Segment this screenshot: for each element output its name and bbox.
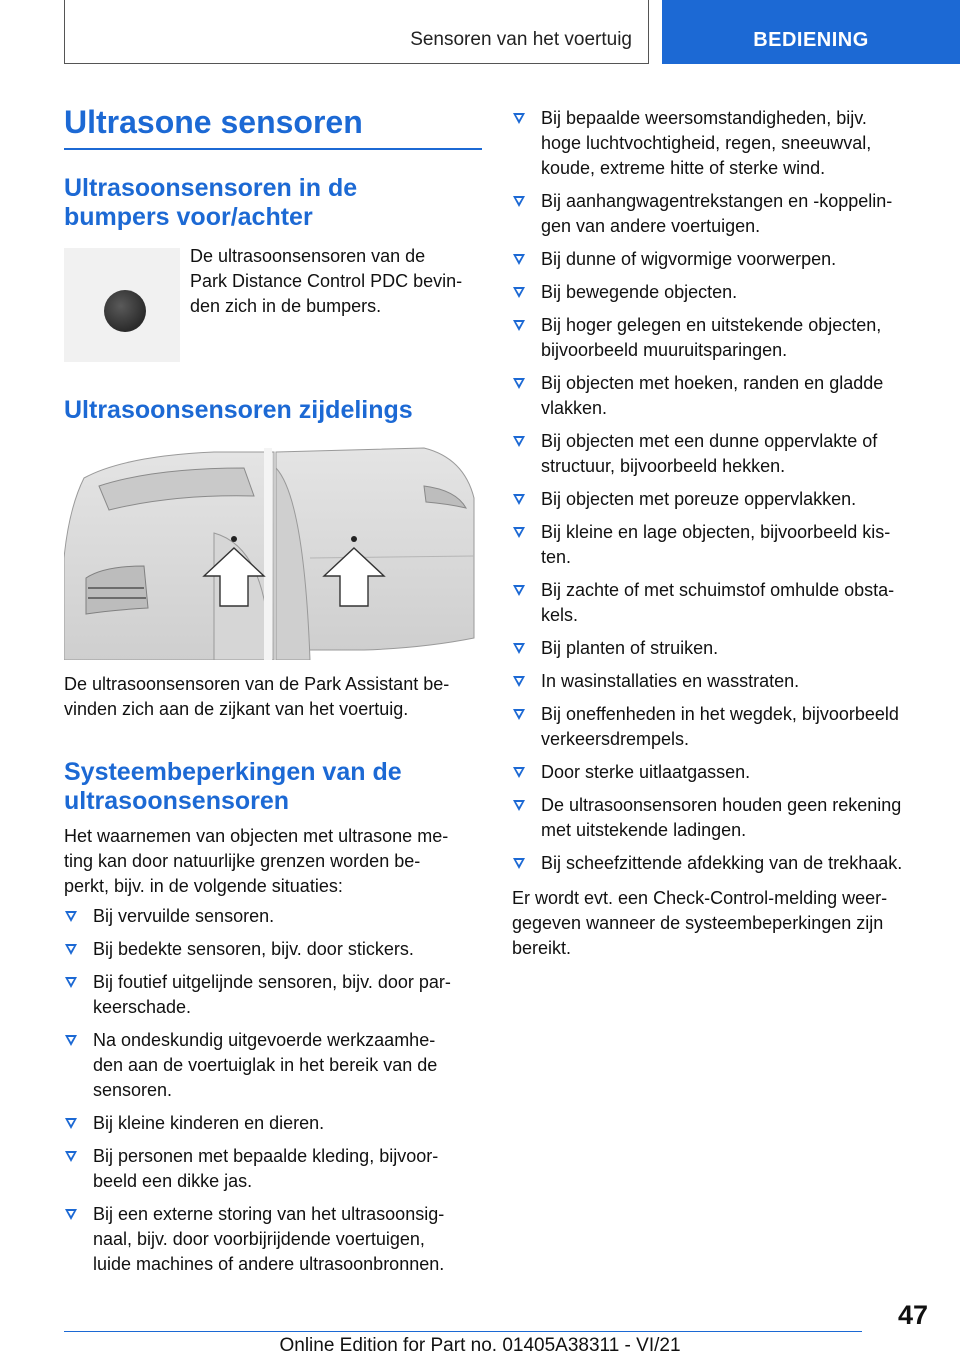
heading-line: Systeembeperkingen van de <box>64 758 402 786</box>
list-item-text: In wasinstallaties en wasstraten. <box>541 671 800 691</box>
text-line: Park Distance Control PDC bevin- <box>190 271 463 291</box>
text-line: De ultrasoonsensoren van de Park Assistant be- <box>64 674 450 694</box>
title-rule <box>64 148 482 150</box>
text-line: Er wordt evt. een Check-Control-melding weer- <box>512 888 888 908</box>
list-item-text: Bij foutief uitgelijnde sensoren, bijv. door par- <box>93 972 451 992</box>
list-item-text: verkeersdrempels. <box>541 729 690 749</box>
list-item-text: Bij bedekte sensoren, bijv. door stickers. <box>93 939 414 959</box>
triangle-bullet-icon <box>513 320 525 331</box>
list-item <box>512 247 932 272</box>
list-item-text: Bij objecten met hoeken, randen en gladde <box>541 373 884 393</box>
list-item-text: Bij vervuilde sensoren. <box>93 906 275 926</box>
triangle-bullet-icon <box>65 911 77 922</box>
list-item-text: bijvoorbeeld muuruitsparingen. <box>541 340 788 360</box>
list-item-text: Bij objecten met een dunne oppervlakte of <box>541 431 878 451</box>
list-item <box>512 280 932 305</box>
triangle-bullet-icon <box>65 1151 77 1162</box>
side-sensors-text <box>64 672 484 722</box>
limits-list-right <box>512 106 932 884</box>
list-item-text: koude, extreme hitte of sterke wind. <box>541 158 826 178</box>
list-item-text: kels. <box>541 605 579 625</box>
triangle-bullet-icon <box>513 527 525 538</box>
footer-rule <box>64 1331 862 1332</box>
list-item <box>512 578 932 628</box>
triangle-bullet-icon <box>65 1035 77 1046</box>
triangle-bullet-icon <box>513 767 525 778</box>
list-item <box>64 1111 484 1136</box>
triangle-bullet-icon <box>513 113 525 124</box>
heading-line: Ultrasoonsensoren in de <box>64 174 358 202</box>
list-item-text: Bij scheefzittende afdekking van de trekhaak. <box>541 853 903 873</box>
list-item-text: Bij oneffenheden in het wegdek, bijvoorbeeld <box>541 704 899 724</box>
heading-bumper-sensors <box>64 174 357 232</box>
heading-system-limits <box>64 758 402 816</box>
list-item <box>512 429 932 479</box>
ultrasonic-sensor-icon <box>104 290 146 332</box>
front-bumper-image <box>64 448 274 660</box>
list-item <box>512 189 932 239</box>
list-item <box>64 937 484 962</box>
triangle-bullet-icon <box>513 643 525 654</box>
list-item <box>64 970 484 1020</box>
triangle-bullet-icon <box>513 494 525 505</box>
triangle-bullet-icon <box>65 1209 77 1220</box>
list-item <box>512 793 932 843</box>
triangle-bullet-icon <box>65 977 77 988</box>
text-line: gegeven wanneer de systeembeperkingen zijn <box>512 913 884 933</box>
list-item <box>512 636 932 661</box>
list-item-text: Bij bepaalde weersomstandigheden, bijv. <box>541 108 867 128</box>
list-item-text: Bij personen met bepaalde kleding, bijvoor- <box>93 1146 439 1166</box>
list-item <box>512 520 932 570</box>
page-title: Ultrasone sensoren <box>64 104 363 140</box>
list-item-text: Bij kleine kinderen en dieren. <box>93 1113 325 1133</box>
page-header <box>0 0 960 66</box>
page-number: 47 <box>897 1300 928 1330</box>
text-line: bereikt. <box>512 938 572 958</box>
list-item <box>512 106 932 181</box>
list-item <box>512 487 932 512</box>
list-item-text: Bij kleine en lage objecten, bijvoorbeeld kis- <box>541 522 891 542</box>
list-item-text: beeld een dikke jas. <box>93 1171 253 1191</box>
sensor-image <box>64 248 180 362</box>
list-item-text: luide machines of andere ultrasoonbronnen. <box>93 1254 445 1274</box>
list-item-text: structuur, bijvoorbeeld hekken. <box>541 456 786 476</box>
list-item-text: Na ondeskundig uitgevoerde werkzaamhe- <box>93 1030 436 1050</box>
text-line: den zich in de bumpers. <box>190 296 382 316</box>
header-section-title: Sensoren van het voertuig <box>410 29 632 50</box>
list-item <box>512 760 932 785</box>
triangle-bullet-icon <box>513 254 525 265</box>
list-item-text: naal, bijv. door voorbijrijdende voertuigen, <box>93 1229 425 1249</box>
text-line: vinden zich aan de zijkant van het voertuig. <box>64 699 409 719</box>
text-line: Het waarnemen van objecten met ultrasone me- <box>64 826 449 846</box>
list-item-text: De ultrasoonsensoren houden geen rekening <box>541 795 902 815</box>
header-section-box <box>64 0 649 64</box>
list-item-text: gen van andere voertuigen. <box>541 216 761 236</box>
list-item-text: den aan de voertuiglak in het bereik van de <box>93 1055 438 1075</box>
heading-line: bumpers voor/achter <box>64 203 313 231</box>
list-item <box>64 1202 484 1277</box>
list-item <box>64 1144 484 1194</box>
list-item <box>512 371 932 421</box>
system-limits-intro <box>64 824 484 899</box>
heading-side-sensors: Ultrasoonsensoren zijdelings <box>64 396 413 424</box>
list-item <box>64 1028 484 1103</box>
triangle-bullet-icon <box>513 378 525 389</box>
triangle-bullet-icon <box>513 709 525 720</box>
list-item <box>64 904 484 929</box>
text-line: De ultrasoonsensoren van de <box>190 246 426 266</box>
triangle-bullet-icon <box>513 800 525 811</box>
footer-edition: Online Edition for Part no. 01405A38311 - VI/21 <box>279 1335 681 1356</box>
list-item-text: Bij hoger gelegen en uitstekende objecten, <box>541 315 882 335</box>
list-item <box>512 669 932 694</box>
triangle-bullet-icon <box>65 1118 77 1129</box>
triangle-bullet-icon <box>513 858 525 869</box>
list-item-text: Bij een externe storing van het ultrasoonsig- <box>93 1204 445 1224</box>
triangle-bullet-icon <box>65 944 77 955</box>
list-item-text: sensoren. <box>93 1080 173 1100</box>
text-line: ting kan door natuurlijke grenzen worden be- <box>64 851 421 871</box>
triangle-bullet-icon <box>513 436 525 447</box>
list-item-text: vlakken. <box>541 398 608 418</box>
text-line: perkt, bijv. in de volgende situaties: <box>64 876 343 896</box>
list-item-text: Bij objecten met poreuze oppervlakken. <box>541 489 857 509</box>
check-control-note <box>512 886 932 961</box>
triangle-bullet-icon <box>513 585 525 596</box>
list-item-text: keerschade. <box>93 997 192 1017</box>
chapter-tab[interactable] <box>662 0 960 64</box>
list-item-text: Bij bewegende objecten. <box>541 282 738 302</box>
triangle-bullet-icon <box>513 196 525 207</box>
list-item-text: hoge luchtvochtigheid, regen, sneeuwval, <box>541 133 872 153</box>
list-item <box>512 702 932 752</box>
list-item-text: Bij zachte of met schuimstof omhulde obsta- <box>541 580 895 600</box>
list-item-text: ten. <box>541 547 572 567</box>
bumper-sensors-text <box>190 244 482 319</box>
list-item <box>512 313 932 363</box>
list-item-text: met uitstekende ladingen. <box>541 820 747 840</box>
limits-list-left <box>64 904 484 1285</box>
list-item-text: Door sterke uitlaatgassen. <box>541 762 751 782</box>
chapter-label: BEDIENING <box>753 29 869 51</box>
list-item-text: Bij planten of struiken. <box>541 638 719 658</box>
triangle-bullet-icon <box>513 287 525 298</box>
heading-line: ultrasoonsensoren <box>64 787 290 815</box>
rear-bumper-image <box>276 448 474 660</box>
list-item-text: Bij dunne of wigvormige voorwerpen. <box>541 249 837 269</box>
list-item <box>512 851 932 876</box>
side-sensors-illustration <box>64 438 482 660</box>
list-item-text: Bij aanhangwagentrekstangen en -koppelin- <box>541 191 893 211</box>
triangle-bullet-icon <box>513 676 525 687</box>
